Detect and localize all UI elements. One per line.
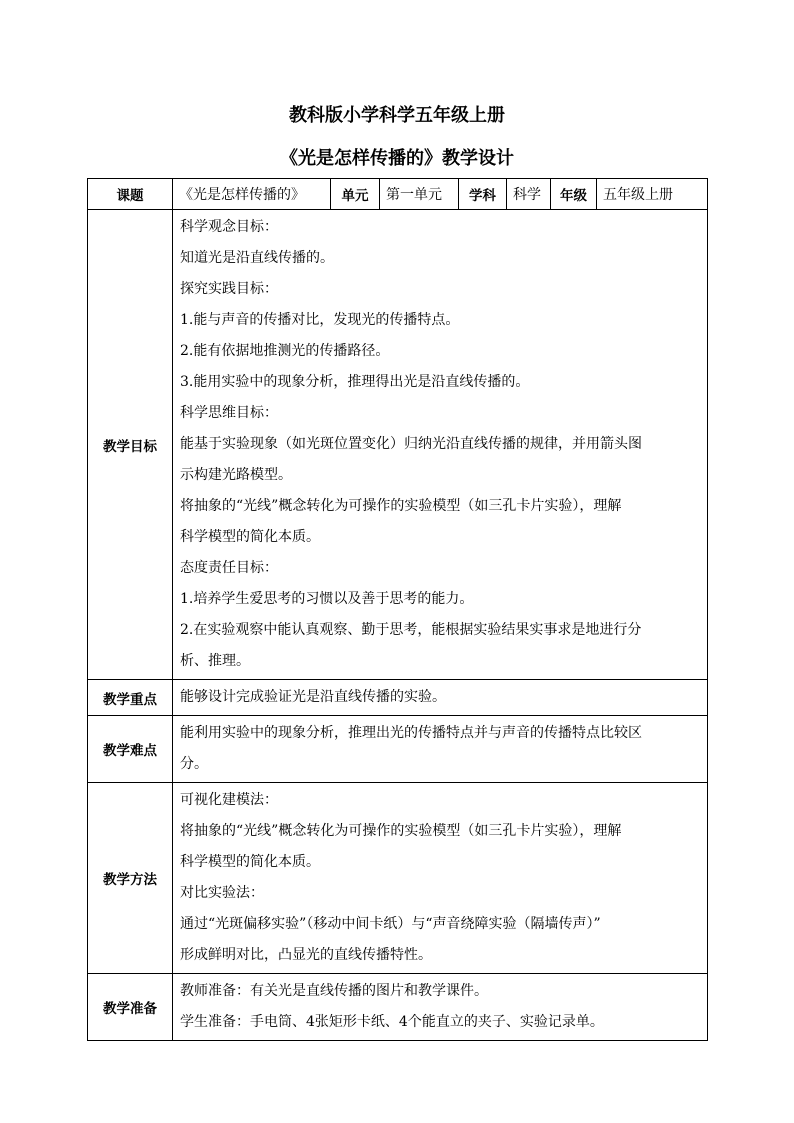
- goals-line: 3.能用实验中的现象分析，推理得出光是沿直线传播的。: [180, 374, 530, 390]
- goals-label: 教学目标: [88, 210, 173, 680]
- difficulty-row: [88, 716, 708, 783]
- goals-line: 科学模型的简化本质。: [180, 529, 320, 545]
- methods-label: 教学方法: [88, 783, 173, 974]
- lesson-plan-table: [87, 178, 708, 1041]
- methods-line: 对比实验法：: [180, 885, 264, 901]
- key-point-row: [88, 680, 708, 716]
- grade-label: 年级: [551, 179, 597, 210]
- methods-row: [88, 783, 708, 974]
- preparation-line: 教师准备：有关光是直线传播的图片和教学课件。: [180, 983, 488, 999]
- goals-line: 科学思维目标：: [180, 405, 278, 421]
- topic-label: 课题: [88, 179, 173, 210]
- goals-row: [88, 210, 708, 680]
- goals-line: 探究实践目标：: [180, 281, 278, 297]
- document-subtitle: 《光是怎样传播的》教学设计: [280, 148, 514, 169]
- difficulty-line: 能利用实验中的现象分析，推理出光的传播特点并与声音的传播特点比较区: [180, 725, 642, 741]
- unit-value: 第一单元: [380, 179, 459, 210]
- key-point-label: 教学重点: [88, 680, 173, 716]
- goals-line: 1.能与声音的传播对比，发现光的传播特点。: [180, 312, 460, 328]
- goals-line: 2.在实验观察中能认真观察、勤于思考，能根据实验结果实事求是地进行分: [180, 622, 642, 638]
- goals-line: 知道光是沿直线传播的。: [180, 250, 334, 266]
- subject-value: 科学: [507, 179, 551, 210]
- goals-line: 科学观念目标：: [180, 219, 278, 235]
- preparation-line: 学生准备：手电筒、4张矩形卡纸、4个能直立的夹子、实验记录单。: [180, 1014, 604, 1030]
- methods-line: 将抽象的“光线”概念转化为可操作的实验模型（如三孔卡片实验），理解: [180, 823, 622, 839]
- goals-line: 将抽象的“光线”概念转化为可操作的实验模型（如三孔卡片实验），理解: [180, 498, 622, 514]
- goals-line: 2.能有依据地推测光的传播路径。: [180, 343, 390, 359]
- difficulty-content: [173, 716, 708, 783]
- methods-line: 形成鲜明对比，凸显光的直线传播特性。: [180, 947, 432, 963]
- key-point-content: [173, 680, 708, 716]
- document-title: 教科版小学科学五年级上册: [289, 105, 505, 126]
- preparation-row: [88, 974, 708, 1041]
- key-point-line: 能够设计完成验证光是沿直线传播的实验。: [180, 689, 446, 705]
- methods-line: 科学模型的简化本质。: [180, 854, 320, 870]
- methods-content: [173, 783, 708, 974]
- goals-line: 示构建光路模型。: [180, 467, 292, 483]
- difficulty-line: 分。: [180, 756, 208, 772]
- preparation-label: 教学准备: [88, 974, 173, 1041]
- preparation-content: [173, 974, 708, 1041]
- header-row: [88, 179, 708, 210]
- topic-value: 《光是怎样传播的》: [173, 179, 331, 210]
- difficulty-label: 教学难点: [88, 716, 173, 783]
- methods-line: 通过“光斑偏移实验”（移动中间卡纸）与“声音绕障实验（隔墙传声）”: [180, 916, 601, 932]
- unit-label: 单元: [331, 179, 380, 210]
- goals-line: 态度责任目标：: [180, 560, 278, 576]
- goals-content: [173, 210, 708, 680]
- goals-line: 1.培养学生爱思考的习惯以及善于思考的能力。: [180, 591, 474, 607]
- goals-line: 能基于实验现象（如光斑位置变化）归纳光沿直线传播的规律，并用箭头图: [180, 436, 642, 452]
- subject-label: 学科: [459, 179, 507, 210]
- goals-line: 析、推理。: [180, 653, 250, 669]
- grade-value: 五年级上册: [597, 179, 708, 210]
- methods-line: 可视化建模法：: [180, 792, 278, 808]
